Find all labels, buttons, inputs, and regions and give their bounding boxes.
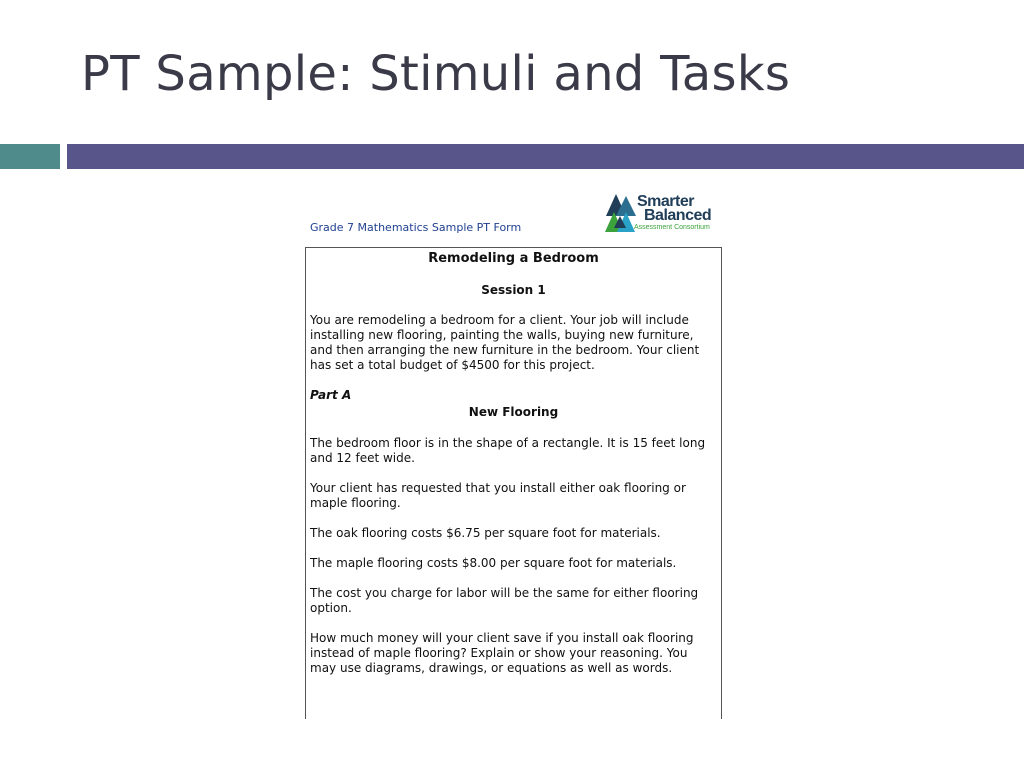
part-heading: New Flooring xyxy=(468,405,559,419)
logo-text-smarter: Smarter xyxy=(637,193,694,210)
form-header: Grade 7 Mathematics Sample PT Form xyxy=(310,221,522,234)
task-question: How much money will your client save if you install oak flooring instead of maple flooring? Explain or show your reasoning. You may use diagrams, drawings, or equations as well as words. xyxy=(310,631,694,675)
intro-paragraph: You are remodeling a bedroom for a client. Your job will include installing new flooring, painting the walls, buying new furniture, and then arranging the new furniture in the bedroom. Your client has set a total budget of $4500 for this project. xyxy=(310,313,700,372)
document-title: Remodeling a Bedroom xyxy=(428,251,599,266)
task-document xyxy=(305,247,722,719)
logo-text-balanced: Balanced xyxy=(644,207,712,224)
logo-tagline: Assessment Consortium xyxy=(634,224,710,231)
task-paragraph: The cost you charge for labor will be the same for either flooring option. xyxy=(310,586,699,615)
slide-title: PT Sample: Stimuli and Tasks xyxy=(81,46,791,102)
part-label: Part A xyxy=(310,388,352,402)
task-paragraph: The maple flooring costs $8.00 per square foot for materials. xyxy=(310,556,677,570)
task-paragraph: The bedroom floor is in the shape of a rectangle. It is 15 feet long and 12 feet wide. xyxy=(310,436,706,465)
task-paragraph: Your client has requested that you install either oak flooring or maple flooring. xyxy=(310,481,686,510)
accent-bar-purple xyxy=(67,144,1024,169)
task-paragraph: The oak flooring costs $6.75 per square foot for materials. xyxy=(310,526,661,540)
accent-bar-teal xyxy=(0,144,60,169)
session-label: Session 1 xyxy=(481,283,546,297)
smarter-balanced-logo xyxy=(604,192,726,236)
